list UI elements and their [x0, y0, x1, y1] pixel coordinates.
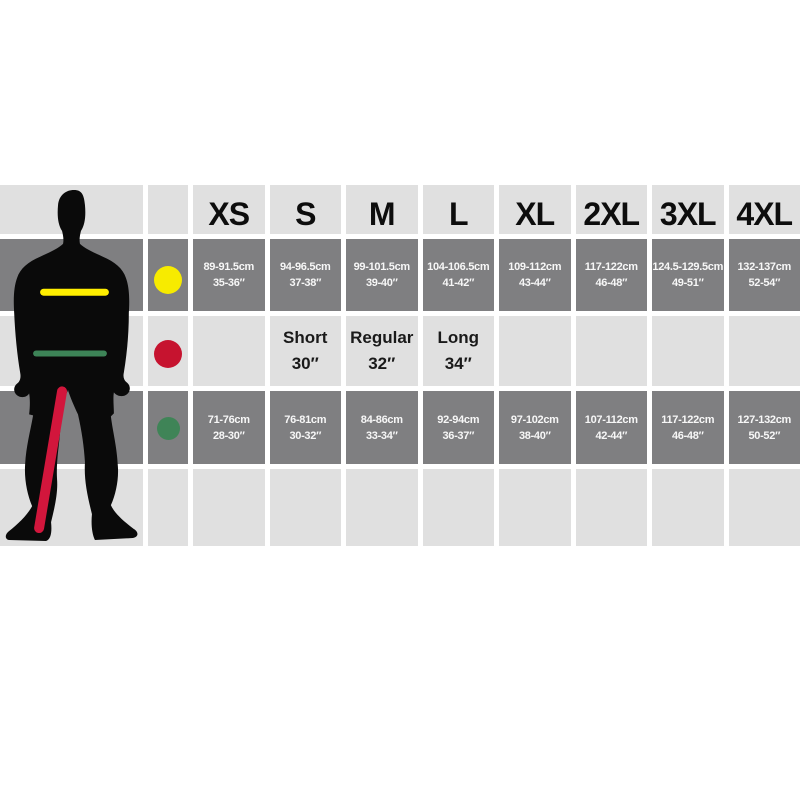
inside-leg-cell-4xl [729, 316, 800, 386]
inside-leg-cell-3xl [652, 316, 724, 386]
chest-s-in: 37-38″ [289, 277, 322, 289]
figure-band-3 [0, 316, 143, 386]
footer-cell-4xl [729, 469, 800, 546]
footer-cell-m [346, 469, 418, 546]
inside-leg-cell-l [423, 316, 495, 386]
waist-cell-l [423, 391, 495, 464]
chest-l-cm: 104-106.5cm [427, 261, 490, 273]
footer-cell-l [423, 469, 495, 546]
footer-cell-marker [148, 469, 188, 546]
chest-m-in: 39-40″ [365, 277, 398, 289]
inside-leg-cell-xl [499, 316, 571, 386]
chest-m-cm: 99-101.5cm [353, 261, 410, 273]
inside-leg-cell-xs [193, 316, 265, 386]
waist-2xl-in: 42-44″ [595, 429, 628, 442]
waist-4xl-cm: 127-132cm [737, 413, 792, 426]
figure-band-5 [0, 469, 143, 546]
chest-xl-cm: 109-112cm [508, 261, 562, 273]
figure-band-2 [0, 239, 143, 311]
chest-cell-l [423, 239, 495, 311]
chest-cell-2xl [576, 239, 648, 311]
chest-xl-in: 43-44″ [518, 277, 551, 289]
waist-s-in: 30-32″ [289, 429, 322, 442]
inside-leg-l-in: 34″ [444, 354, 472, 373]
waist-s-cm: 76-81cm [284, 413, 327, 426]
chest-cell-m [346, 239, 418, 311]
inside-leg-cell-m [346, 316, 418, 386]
chest-2xl-in: 46-48″ [595, 277, 628, 289]
chest-3xl-in: 49-51″ [671, 277, 704, 289]
chest-cell-3xl [652, 239, 724, 311]
inside-leg-cell-2xl [576, 316, 648, 386]
chest-4xl-cm: 132-137cm [737, 261, 792, 273]
footer-cell-xs [193, 469, 265, 546]
chest-s-cm: 94-96.5cm [279, 261, 331, 273]
inside-leg-cell-s [270, 316, 342, 386]
figure-band-4 [0, 391, 143, 464]
waist-4xl-in: 50-52″ [748, 429, 781, 442]
size-header-2xl: 2XL [576, 185, 648, 234]
size-header-s: S [270, 185, 342, 234]
marker-column-header [148, 185, 188, 234]
inside-leg-m-in: 32″ [368, 354, 396, 373]
chest-marker-dot-icon [154, 266, 182, 294]
chest-xs-cm: 89-91.5cm [203, 261, 254, 273]
chest-3xl-cm: 124.5-129.5cm [652, 261, 724, 273]
size-header-l: L [423, 185, 495, 234]
chest-cell-s [270, 239, 342, 311]
waist-cell-xs [193, 391, 265, 464]
waist-cell-s [270, 391, 342, 464]
footer-cell-2xl [576, 469, 648, 546]
footer-cell-xl [499, 469, 571, 546]
waist-l-cm: 92-94cm [437, 413, 480, 426]
inside-leg-s-fit: Short [283, 328, 328, 347]
waist-cell-2xl [576, 391, 648, 464]
inside-leg-marker-dot-icon [154, 340, 182, 368]
waist-m-in: 33-34″ [365, 429, 398, 442]
waist-xl-cm: 97-102cm [510, 413, 559, 426]
waist-3xl-in: 46-48″ [671, 429, 704, 442]
waist-cell-4xl [729, 391, 800, 464]
chest-cell-xl [499, 239, 571, 311]
waist-cell-xl [499, 391, 571, 464]
size-header-3xl: 3XL [652, 185, 724, 234]
inside-leg-l-fit: Long [437, 328, 480, 347]
chest-cell-4xl [729, 239, 800, 311]
waist-m-cm: 84-86cm [360, 413, 403, 426]
chest-2xl-cm: 117-122cm [584, 261, 638, 273]
chest-4xl-in: 52-54″ [748, 277, 781, 289]
figure-band-1 [0, 185, 143, 234]
waist-xs-cm: 71-76cm [207, 413, 250, 426]
size-header-4xl: 4XL [729, 185, 800, 234]
waist-2xl-cm: 107-112cm [584, 413, 638, 426]
inside-leg-m-fit: Regular [350, 328, 414, 347]
size-chart-grid [0, 185, 800, 546]
chest-l-in: 41-42″ [442, 277, 475, 289]
inside-leg-s-in: 30″ [291, 354, 319, 373]
waist-xl-in: 38-40″ [518, 429, 551, 442]
size-header-m: M [346, 185, 418, 234]
footer-cell-3xl [652, 469, 724, 546]
chest-marker-cell [148, 239, 188, 311]
waist-xs-in: 28-30″ [212, 429, 245, 442]
waist-marker-dot-icon [157, 417, 180, 440]
waist-l-in: 36-37″ [442, 429, 475, 442]
size-chart [0, 185, 800, 546]
footer-cell-s [270, 469, 342, 546]
size-header-xs: XS [193, 185, 265, 234]
size-header-xl: XL [499, 185, 571, 234]
waist-marker-cell [148, 391, 188, 464]
chest-cell-xs [193, 239, 265, 311]
waist-cell-3xl [652, 391, 724, 464]
chest-xs-in: 35-36″ [212, 277, 245, 289]
waist-cell-m [346, 391, 418, 464]
inside-leg-marker-cell [148, 316, 188, 386]
waist-3xl-cm: 117-122cm [661, 413, 715, 426]
